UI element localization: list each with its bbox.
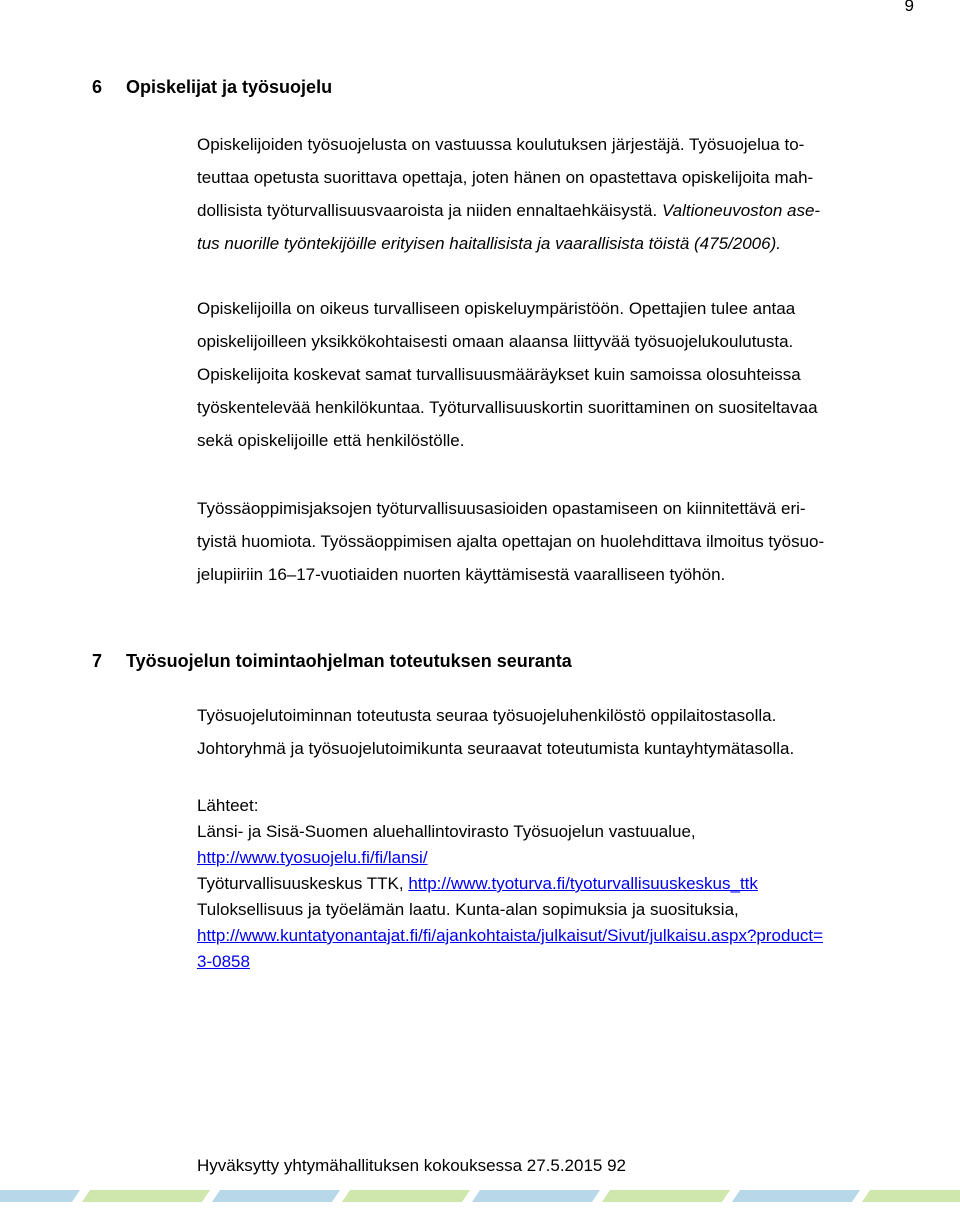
sources-label: Lähteet: xyxy=(197,796,259,815)
source-2-link[interactable]: http://www.tyoturva.fi/tyoturvallisuuskeskus_ttk xyxy=(408,874,758,893)
footer-stripe xyxy=(472,1190,600,1202)
legal-reference: tus nuorille työntekijöille erityisen haitallisista ja vaarallisista töistä (475/2006). xyxy=(197,234,781,253)
text-line: tyistä huomiota. Työssäoppimisen ajalta opettajan on huolehdittava ilmoitus työsuo- xyxy=(197,532,825,551)
text-line: Opiskelijoilla on oikeus turvalliseen opiskeluympäristöön. Opettajien tulee antaa xyxy=(197,299,796,318)
text-line: sekä opiskelijoille että henkilöstölle. xyxy=(197,431,465,450)
footer-stripe xyxy=(602,1190,730,1202)
footer-stripe xyxy=(0,1190,80,1202)
section-7-heading xyxy=(92,651,572,672)
source-2 xyxy=(197,871,823,897)
footer-stripe xyxy=(212,1190,340,1202)
footer-stripe xyxy=(732,1190,860,1202)
section-6-paragraph-2 xyxy=(197,292,818,457)
text-line: työskentelevää henkilökuntaa. Työturvallisuuskortin suorittaminen on suositeltavaa xyxy=(197,398,818,417)
text-line: Johtoryhmä ja työsuojelutoimikunta seuraavat toteutumista kuntayhtymätasolla. xyxy=(197,739,795,758)
text-line: Työsuojelutoiminnan toteutusta seuraa työsuojeluhenkilöstö oppilaitostasolla. xyxy=(197,706,777,725)
text-line: teuttaa opetusta suorittava opettaja, joten hänen on opastettava opiskelijoita mah- xyxy=(197,168,814,187)
page-number: 9 xyxy=(904,0,914,15)
section-7-paragraph-1 xyxy=(197,699,794,765)
footer-stripe xyxy=(82,1190,210,1202)
text-line: Opiskelijoiden työsuojelusta on vastuussa koulutuksen järjestäjä. Työsuojelua to- xyxy=(197,135,805,154)
footer-decorative-stripes xyxy=(0,1186,960,1206)
source-1-text: Länsi- ja Sisä-Suomen aluehallintovirasto Työsuojelun vastuualue, xyxy=(197,822,696,841)
section-6-paragraph-1 xyxy=(197,128,820,260)
source-3-link[interactable]: http://www.kuntatyonantajat.fi/fi/ajankohtaista/julkaisut/Sivut/julkaisu.aspx?product= xyxy=(197,926,824,945)
sources-list xyxy=(197,793,823,975)
source-3-text: Tuloksellisuus ja työelämän laatu. Kunta-alan sopimuksia ja suosituksia, xyxy=(197,900,739,919)
text-line: Työssäoppimisjaksojen työturvallisuusasioiden opastamiseen on kiinnitettävä eri- xyxy=(197,499,806,518)
section-6-paragraph-3 xyxy=(197,492,824,591)
text-line xyxy=(197,194,820,227)
section-6-heading xyxy=(92,77,332,98)
source-3-link-continued[interactable]: 3-0858 xyxy=(197,952,250,971)
legal-reference: Valtioneuvoston ase- xyxy=(661,201,821,220)
footer-approval-text: Hyväksytty yhtymähallituksen kokouksessa 27.5.2015 92 xyxy=(197,1156,627,1175)
section-6-title: Opiskelijat ja työsuojelu xyxy=(126,77,333,97)
text-line: opiskelijoilleen yksikkökohtaisesti omaan alaansa liittyvää työsuojelukoulutusta. xyxy=(197,332,794,351)
source-2-text: Työturvallisuuskeskus TTK, xyxy=(197,874,404,893)
section-6-number: 6 xyxy=(92,77,103,97)
source-1-link[interactable]: http://www.tyosuojelu.fi/fi/lansi/ xyxy=(197,848,428,867)
footer-stripe xyxy=(862,1190,960,1202)
section-7-title: Työsuojelun toimintaohjelman toteutuksen seuranta xyxy=(126,651,572,671)
text-segment: dollisista työturvallisuusvaaroista ja niiden ennaltaehkäisystä. xyxy=(197,201,658,220)
footer-stripe xyxy=(342,1190,470,1202)
section-7-number: 7 xyxy=(92,651,103,671)
text-line: jelupiiriin 16–17-vuotiaiden nuorten käyttämisestä vaaralliseen työhön. xyxy=(197,565,726,584)
text-line: Opiskelijoita koskevat samat turvallisuusmääräykset kuin samoissa olosuhteissa xyxy=(197,365,801,384)
